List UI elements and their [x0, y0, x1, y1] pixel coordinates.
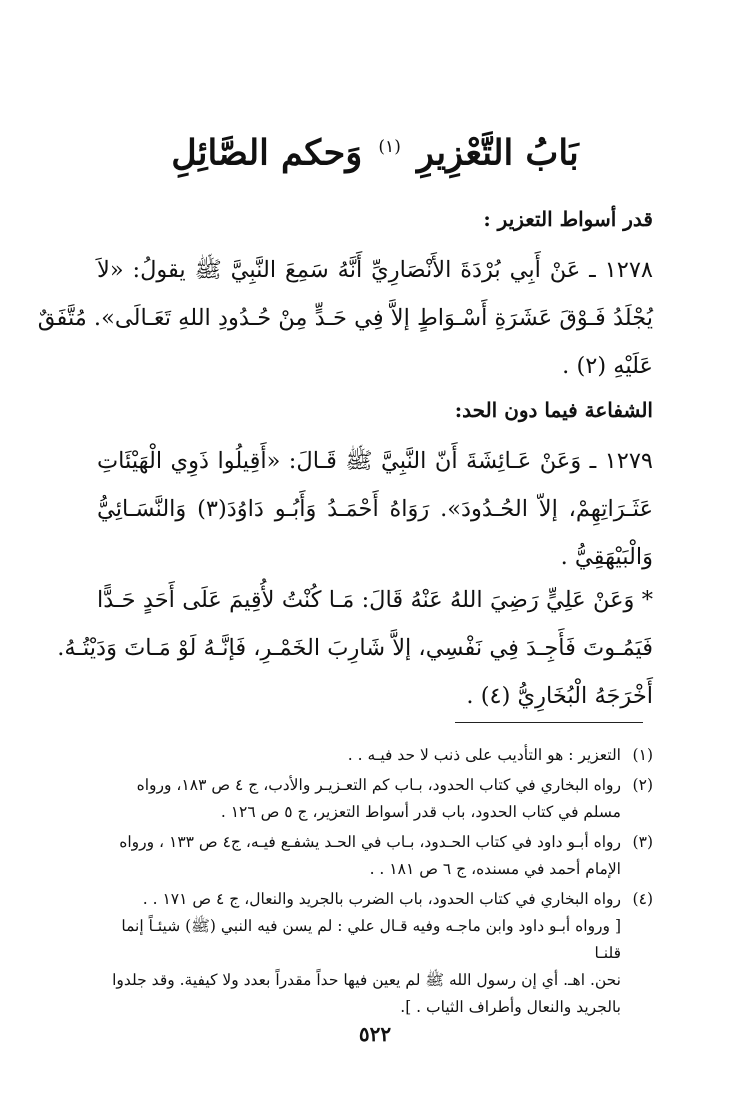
- chapter-title-part-1: بَابُ التَّعْزِيرِ: [417, 132, 579, 174]
- footnote-4: [97, 886, 653, 1021]
- section-heading-intercession: الشفاعة فيما دون الحد:: [454, 398, 653, 422]
- footnote-number: (٤): [632, 890, 653, 908]
- footnote-number: (٢): [632, 776, 653, 794]
- hadith-1279: [97, 437, 653, 581]
- footnote-divider: [455, 722, 643, 723]
- hadith-line: يُجْلَدُ فَـوْقَ عَشَرَةِ أَسْـوَاطٍ إلاَّ فِي حَـدٍّ مِنْ حُـدُودِ اللهِ تَعَـالَى». مُتَّفَقٌ: [37, 305, 653, 331]
- footnote-line: [ ورواه أبـو داود وابن ماجـه وفيه قـال علي : لم يسن فيه النبي (ﷺ) شيئـاً إنما قلنـا: [121, 917, 621, 962]
- hadith-line: عَثَـرَاتِهِمْ، إلاّ الحُـدُودَ». رَوَاهُ أَحْمَـدُ وَأَبُـو دَاوُدَ(٣) وَالنَّسَـائِيُّ: [97, 496, 653, 522]
- chapter-title: [0, 118, 750, 183]
- footnote-line: مسلم في كتاب الحدود، باب قدر أسواط التعزير، ج ٥ ص ١٢٦ .: [220, 803, 621, 821]
- footnote-line: رواه البخاري في كتاب الحدود، باب الضرب بالجريد والنعال، ج ٤ ص ١٧١ . .: [142, 890, 621, 908]
- page-number: ٥٢٢: [358, 1022, 392, 1046]
- footnote-2: [97, 772, 653, 826]
- footnote-number: (١): [632, 746, 653, 764]
- hadith-line: فَيَمُـوتَ فَأَجِـدَ فِي نَفْسِي، إلاَّ شَارِبَ الخَمْـرِ، فَإنَّـهُ لَوْ مَـاتَ وَدَيْتُـهُ.: [57, 635, 653, 661]
- footnote-3: [97, 829, 653, 883]
- footnote-line: رواه البخاري في كتاب الحدود، بـاب كم التعـزيـر والأدب، ج ٤ ص ١٨٣، ورواه: [136, 776, 621, 794]
- hadith-line: * وَعَنْ عَلِيٍّ رَضِيَ اللهُ عَنْهُ قَالَ: مَـا كُنْتُ لأُقِيمَ عَلَى أَحَدٍ حَـدًّا: [97, 587, 653, 613]
- footnote-line: بالجريد والنعال وأطراف الثياب . ].: [400, 998, 621, 1016]
- chapter-title-part-2: وَحكم الصَّائِلِ: [171, 132, 363, 174]
- athar-ali: [57, 576, 653, 720]
- hadith-line: ١٢٧٩ ـ وَعَنْ عَـائِشَةَ أَنّ النَّبِيَّ ﷺ قَـالَ: «أَقِيلُوا ذَوِي الْهَيْئَاتِ: [97, 448, 653, 474]
- footnotes: [97, 742, 653, 1021]
- hadith-line: وَالْبَيْهَقِيُّ .: [560, 544, 653, 570]
- hadith-1278: [37, 246, 653, 390]
- hadith-line: ١٢٧٨ ـ عَنْ أَبِي بُرْدَةَ الأَنْصَارِيِّ أَنَّهُ سَمِعَ النَّبِيَّ ﷺ يقولُ: «لاَ: [97, 257, 653, 283]
- footnote-number: (٣): [632, 833, 653, 851]
- footnote-line: نحن. اهـ. أي إن رسول الله ﷺ لم يعين فيها حداً مقدراً بعدد ولا كيفية. وقد جلدوا: [112, 971, 621, 989]
- hadith-line: أَخْرَجَهُ الْبُخَارِيُّ (٤) .: [466, 683, 653, 709]
- chapter-title-footnote-ref: (١): [378, 137, 401, 157]
- footnote-line: رواه أبـو داود في كتاب الحـدود، بـاب في الحـد يشفـع فيـه، ج٤ ص ١٣٣ ، ورواه: [119, 833, 621, 851]
- footnote-line: الإمام أحمد في مسنده، ج ٦ ص ١٨١ . .: [369, 860, 621, 878]
- hadith-line: عَلَيْهِ (٢) .: [562, 353, 653, 379]
- footnote-1: [97, 742, 653, 769]
- section-heading-lashes: قدر أسواط التعزير :: [483, 207, 653, 231]
- footnote-line: التعزير : هو التأديب على ذنب لا حد فيـه . .: [347, 746, 621, 764]
